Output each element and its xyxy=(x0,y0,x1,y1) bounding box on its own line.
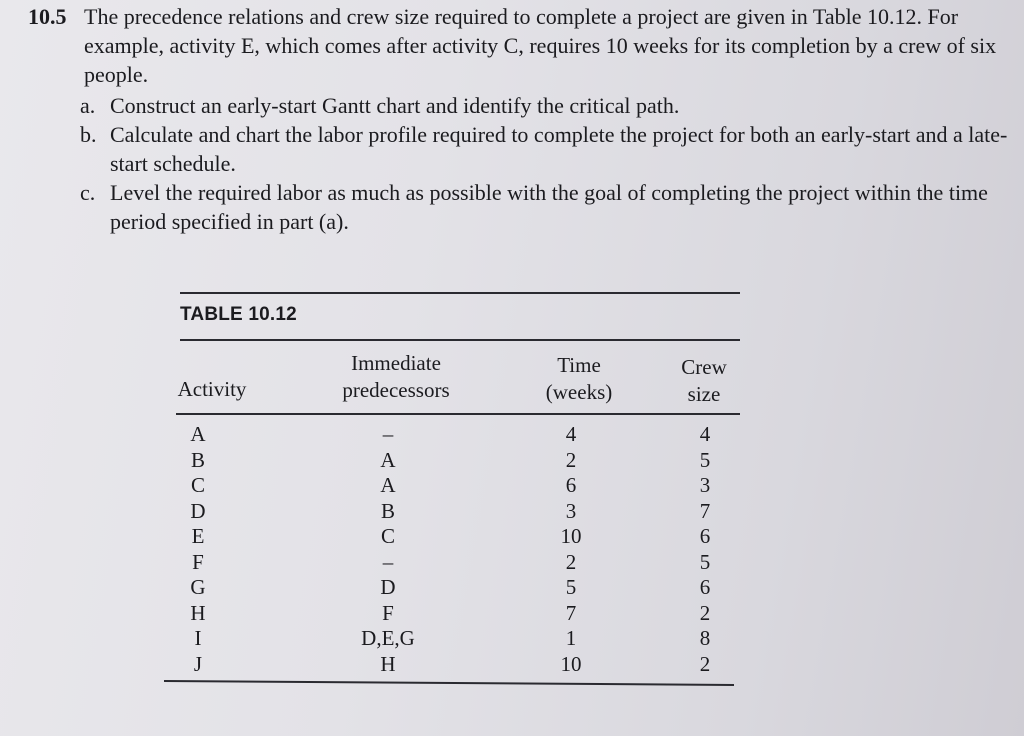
table-title: TABLE 10.12 xyxy=(180,304,297,325)
cell-predecessors: D xyxy=(380,575,396,599)
table-row xyxy=(168,422,748,448)
part-letter: c. xyxy=(80,180,96,205)
cell-time: 3 xyxy=(565,498,577,523)
cell-crew: 6 xyxy=(699,524,711,548)
cell-predecessors: A xyxy=(380,473,396,497)
cell-time: 5 xyxy=(565,575,577,599)
cell-crew: 6 xyxy=(699,575,711,599)
table-header-rule xyxy=(176,413,740,415)
cell-activity: A xyxy=(190,422,206,446)
part-a xyxy=(80,91,1018,120)
cell-predecessors: A xyxy=(380,447,396,472)
cell-predecessors: D,E,G xyxy=(361,626,415,650)
part-letter: a. xyxy=(80,93,96,118)
table-bottom-rule xyxy=(164,680,734,686)
cell-predecessors: C xyxy=(380,524,395,548)
cell-time: 1 xyxy=(565,626,577,650)
problem-statement xyxy=(28,2,1018,236)
cell-crew: 7 xyxy=(699,498,711,523)
cell-time: 7 xyxy=(565,600,577,625)
part-text: Calculate and chart the labor profile required to complete the project for both an early-start and a late-start schedule. xyxy=(110,122,1008,176)
cell-crew: 3 xyxy=(699,473,711,497)
part-c xyxy=(80,178,1018,236)
cell-activity: I xyxy=(194,626,202,650)
cell-time: 2 xyxy=(565,447,577,472)
table-row xyxy=(168,499,748,525)
cell-crew: 5 xyxy=(699,549,711,574)
table-row xyxy=(168,575,748,601)
cell-predecessors: B xyxy=(380,498,395,523)
cell-time: 10 xyxy=(560,651,582,676)
table-row xyxy=(168,601,748,627)
table-title-rule xyxy=(180,339,740,341)
header-predecessors-line2: predecessors xyxy=(342,378,450,402)
table-row xyxy=(168,652,748,678)
cell-activity: H xyxy=(190,600,206,625)
cell-crew: 2 xyxy=(699,600,711,625)
header-activity: Activity xyxy=(177,377,247,401)
cell-predecessors: F xyxy=(382,600,394,625)
table-top-rule xyxy=(180,292,740,294)
table-row xyxy=(168,550,748,576)
cell-activity: G xyxy=(190,575,206,599)
header-time-line2: (weeks) xyxy=(545,380,613,404)
header-predecessors-line1: Immediate xyxy=(351,351,441,375)
header-crew-line1: Crew xyxy=(681,355,727,379)
header-crew-line2: size xyxy=(687,382,721,406)
cell-predecessors: – xyxy=(382,422,394,446)
cell-time: 2 xyxy=(565,549,577,574)
cell-crew: 2 xyxy=(699,651,711,676)
cell-activity: F xyxy=(192,549,204,574)
cell-activity: E xyxy=(191,524,205,548)
problem-number: 10.5 xyxy=(28,4,67,29)
header-predecessors xyxy=(326,350,466,404)
cell-time: 4 xyxy=(565,422,577,446)
table-row xyxy=(168,473,748,499)
part-letter: b. xyxy=(80,122,97,147)
header-crew xyxy=(654,354,754,408)
cell-activity: B xyxy=(190,447,205,472)
part-b xyxy=(80,120,1018,178)
problem-text: The precedence relations and crew size required to complete a project are given in Table 10.12. For example, activity E, which comes after activity C, requires 10 weeks for its completion by a crew of six people. xyxy=(84,4,997,87)
cell-activity: C xyxy=(190,473,205,497)
cell-activity: J xyxy=(193,651,203,676)
table-body xyxy=(168,422,748,677)
table-row xyxy=(168,524,748,550)
cell-crew: 5 xyxy=(699,447,711,472)
part-text: Level the required labor as much as possible with the goal of completing the project within the time period specified in part (a). xyxy=(110,180,988,234)
cell-activity: D xyxy=(190,498,206,523)
cell-time: 10 xyxy=(560,524,582,548)
header-time xyxy=(524,352,634,406)
cell-predecessors: – xyxy=(382,549,394,574)
cell-crew: 4 xyxy=(699,422,711,446)
cell-predecessors: H xyxy=(380,651,396,676)
cell-time: 6 xyxy=(565,473,577,497)
cell-crew: 8 xyxy=(699,626,711,650)
problem-intro xyxy=(28,2,1018,89)
problem-parts xyxy=(28,91,1018,236)
table-row xyxy=(168,448,748,474)
header-time-line1: Time xyxy=(557,353,601,377)
table-row xyxy=(168,626,748,652)
part-text: Construct an early-start Gantt chart and identify the critical path. xyxy=(110,93,680,118)
